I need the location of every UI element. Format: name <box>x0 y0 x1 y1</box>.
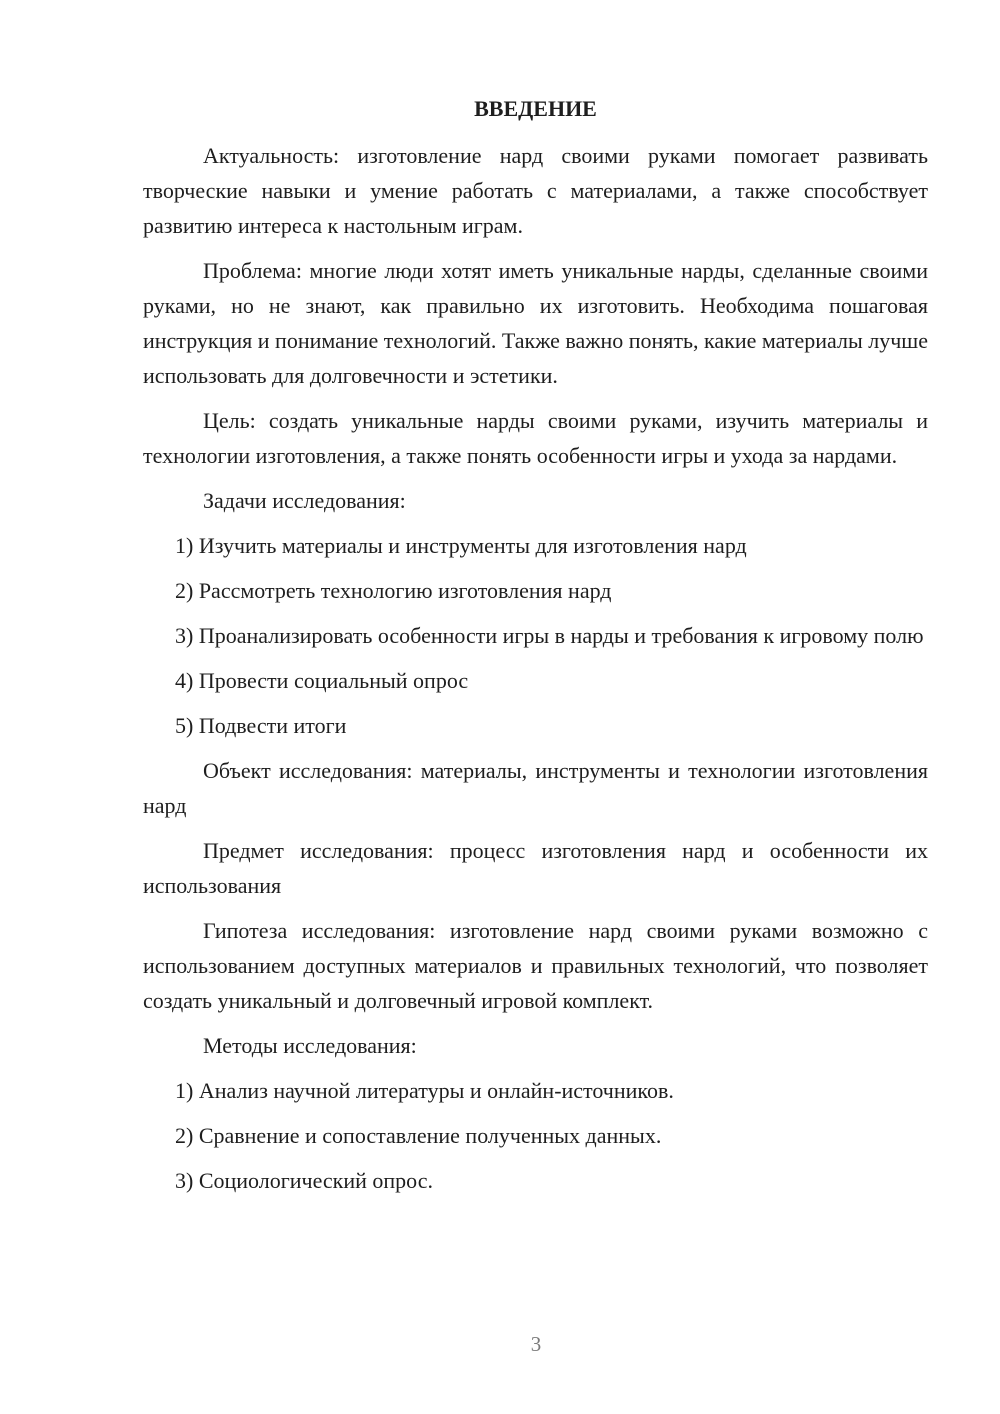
method-item: 3) Социологический опрос. <box>175 1168 433 1193</box>
problem-paragraph: Проблема: многие люди хотят иметь уникальные нарды, сделанные своими руками, но не знают, как правильно их изготовить. Необходима пошаговая инструкция и понимание технологий. Также важно понять, какие материалы лучше использовать для долговечности и эстетики. <box>143 258 928 388</box>
goal-paragraph: Цель: создать уникальные нарды своими руками, изучить материалы и технологии изготовления, а также понять особенности игры и ухода за нардами. <box>143 408 928 468</box>
object-paragraph: Объект исследования: материалы, инструменты и технологии изготовления нард <box>143 758 928 818</box>
tasks-heading: Задачи исследования: <box>203 488 406 513</box>
methods-list <box>143 1073 928 1198</box>
methods-heading: Методы исследования: <box>203 1033 417 1058</box>
method-item: 2) Сравнение и сопоставление полученных данных. <box>175 1123 662 1148</box>
relevance-paragraph: Актуальность: изготовление нард своими руками помогает развивать творческие навыки и умение работать с материалами, а также способствует развитию интереса к настольным играм. <box>143 143 928 238</box>
task-item: 4) Провести социальный опрос <box>175 668 469 693</box>
method-item: 1) Анализ научной литературы и онлайн-источников. <box>175 1078 674 1103</box>
page-title: ВВЕДЕНИЕ <box>474 96 597 121</box>
task-item: 1) Изучить материалы и инструменты для изготовления нард <box>175 533 747 558</box>
task-item: 2) Рассмотреть технологию изготовления нард <box>175 578 612 603</box>
page-number: 3 <box>530 1332 542 1356</box>
tasks-list <box>143 528 928 743</box>
page-content <box>143 94 928 1208</box>
task-item: 3) Проанализировать особенности игры в нарды и требования к игровому полю <box>175 623 924 648</box>
task-item: 5) Подвести итоги <box>175 713 347 738</box>
subject-paragraph: Предмет исследования: процесс изготовления нард и особенности их использования <box>143 838 928 898</box>
hypothesis-paragraph: Гипотеза исследования: изготовление нард своими руками возможно с использованием доступных материалов и правильных технологий, что позволяет создать уникальный и долговечный игровой комплект. <box>143 918 928 1013</box>
